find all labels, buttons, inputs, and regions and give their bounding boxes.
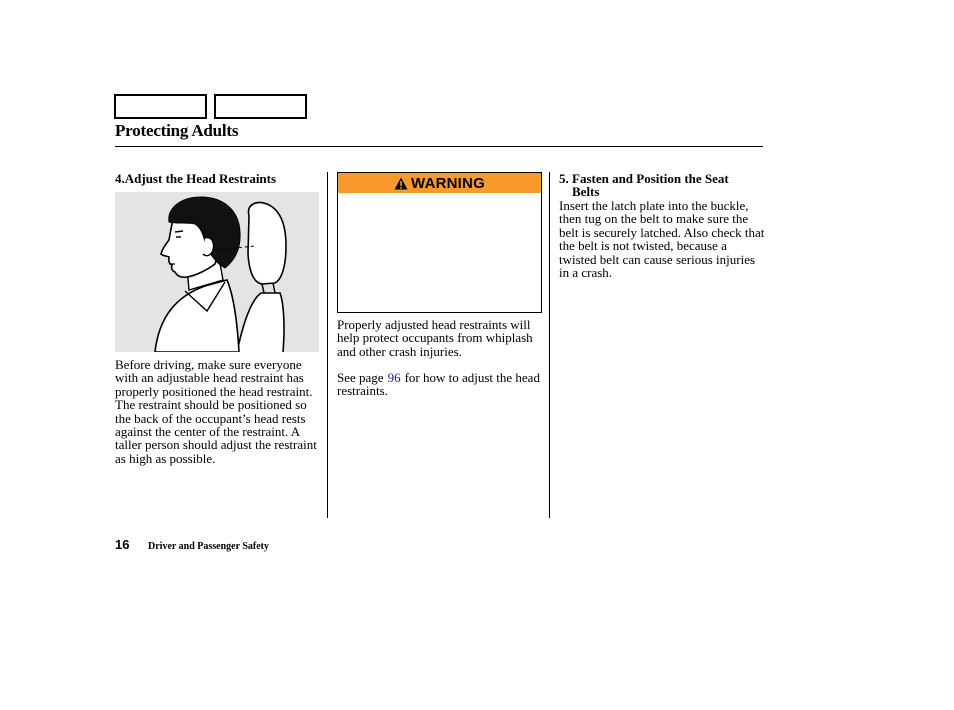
warning-explanation-text: Properly adjusted head restraints will help protect occupants from whiplash and other crash injuries. bbox=[337, 317, 533, 359]
title-divider bbox=[115, 146, 763, 147]
see-page-suffix: for how to adjust the head restraints. bbox=[337, 370, 540, 399]
seat-belt-heading-number: 5. bbox=[559, 171, 569, 186]
head-restraint-paragraph bbox=[115, 358, 321, 465]
see-page-reference bbox=[337, 371, 542, 398]
column-divider-2 bbox=[549, 172, 550, 518]
head-restraint-instructions: Before driving, make sure everyone with an adjustable head restraint has properly positioned the head restraint. The restraint should be positioned so the back of the occupant’s head rests against the center of the restraint. A taller person should adjust the restraint as high as possible. bbox=[115, 357, 317, 466]
column-divider-1 bbox=[327, 172, 328, 518]
warning-label: WARNING bbox=[411, 174, 485, 192]
footer-section-title: Driver and Passenger Safety bbox=[148, 541, 270, 552]
seat-belt-instructions: Insert the latch plate into the buckle, then tug on the belt to make sure the belt is securely latched. Also check that the belt is not twisted, because a twisted belt can cause serious injuries in a crash. bbox=[559, 198, 765, 281]
head-restraint-heading: 4.Adjust the Head Restraints bbox=[115, 171, 277, 186]
warning-triangle-icon bbox=[394, 177, 408, 190]
eyebrow-line bbox=[175, 231, 183, 232]
nav-tab-box-1[interactable] bbox=[114, 94, 207, 119]
torso-shape bbox=[155, 280, 239, 352]
warning-explanation bbox=[337, 318, 542, 358]
warning-box bbox=[337, 172, 542, 313]
head-restraint-shape bbox=[248, 203, 286, 285]
seat-belt-heading-line2: Belts bbox=[572, 184, 600, 199]
person-head-restraint-figure bbox=[115, 192, 319, 352]
seat-belt-heading bbox=[559, 172, 759, 198]
page-title: Protecting Adults bbox=[115, 121, 239, 140]
page-number: 16 bbox=[115, 537, 130, 552]
seat-belt-paragraph bbox=[559, 199, 765, 279]
see-page-paragraph bbox=[337, 371, 542, 398]
see-page-prefix: See page bbox=[337, 370, 384, 385]
seat-back-shape bbox=[237, 293, 284, 352]
head-restraint-illustration bbox=[115, 192, 319, 352]
nav-tab-box-2[interactable] bbox=[214, 94, 307, 119]
seat-belt-heading-line1: Fasten and Position the Seat bbox=[572, 171, 729, 186]
warning-banner bbox=[338, 173, 541, 193]
page-96-link[interactable]: 96 bbox=[387, 370, 401, 385]
